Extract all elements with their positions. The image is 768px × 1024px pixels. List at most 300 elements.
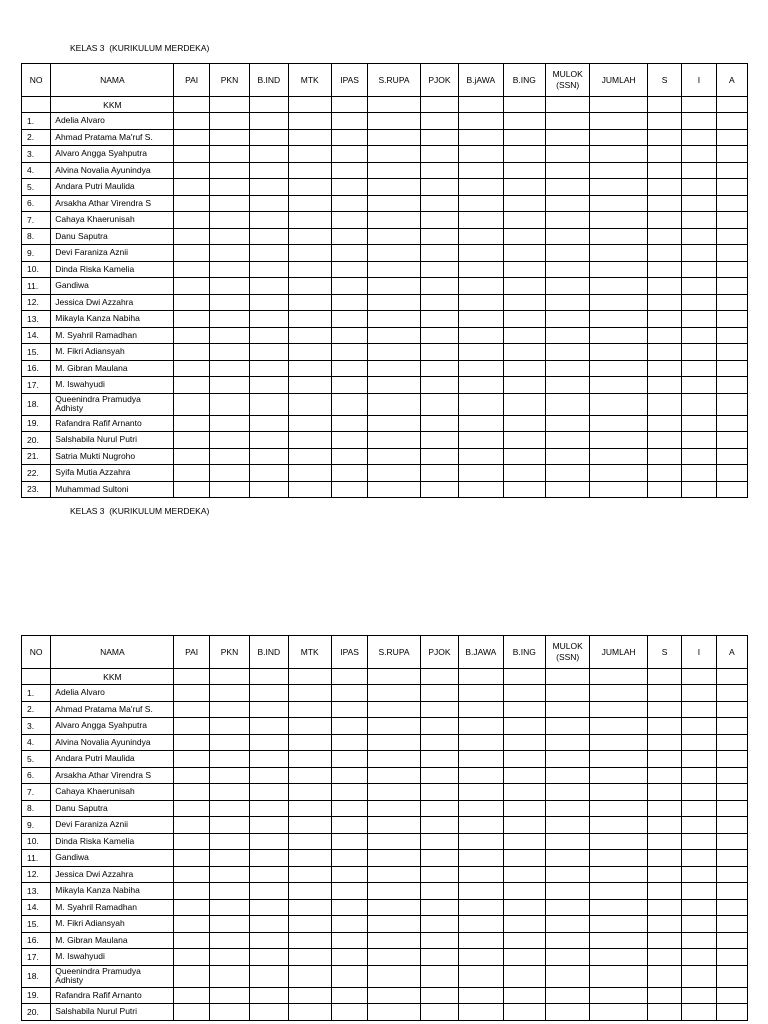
grade-cell — [209, 278, 249, 295]
grade-cell — [545, 481, 589, 498]
student-name-line: Dinda Riska Kamelia — [55, 263, 135, 274]
grade-cell — [459, 245, 503, 262]
student-name-line: Adhisty — [55, 975, 84, 985]
row-number: 5. — [22, 179, 51, 196]
grade-cell — [647, 228, 681, 245]
grade-cell — [288, 817, 331, 834]
grade-cell — [682, 228, 716, 245]
grade-cell — [459, 932, 503, 949]
grade-cell — [420, 245, 458, 262]
grade-cell — [331, 228, 367, 245]
table-cell — [716, 97, 747, 113]
grade-cell — [590, 113, 648, 130]
column-header: S — [647, 64, 681, 97]
column-header: B.IND — [250, 636, 288, 669]
column-header: PAI — [174, 636, 209, 669]
student-name-line: Queenindra Pramudya — [55, 393, 141, 404]
grade-cell — [288, 162, 331, 179]
table-cell — [209, 669, 249, 685]
grade-cell — [250, 932, 288, 949]
grade-cell — [590, 311, 648, 328]
grade-cell — [331, 448, 367, 465]
grade-cell — [545, 278, 589, 295]
grade-cell — [420, 228, 458, 245]
table-row — [22, 360, 748, 377]
grade-cell — [545, 162, 589, 179]
table-row — [22, 311, 748, 328]
grade-cell — [250, 701, 288, 718]
table-cell — [22, 669, 51, 685]
student-name-line: Ahmad Pratama Ma'ruf S. — [55, 131, 153, 142]
grade-cell — [716, 701, 747, 718]
table-row — [22, 393, 748, 415]
row-number: 15. — [22, 344, 51, 361]
grade-cell — [459, 833, 503, 850]
grade-cell — [459, 949, 503, 966]
table-cell — [647, 669, 681, 685]
student-name — [51, 212, 174, 229]
grade-cell — [174, 327, 209, 344]
grade-cell — [250, 833, 288, 850]
grade-cell — [545, 800, 589, 817]
grade-cell — [682, 393, 716, 415]
table-cell — [250, 97, 288, 113]
grade-cell — [288, 784, 331, 801]
grade-cell — [368, 949, 421, 966]
column-header: B.jAWA — [459, 64, 503, 97]
grade-cell — [368, 701, 421, 718]
grade-cell — [288, 360, 331, 377]
grade-cell — [368, 833, 421, 850]
table-row — [22, 751, 748, 768]
grade-cell — [250, 311, 288, 328]
grade-cell — [288, 377, 331, 394]
grade-cell — [368, 866, 421, 883]
grade-cell — [368, 767, 421, 784]
column-header: I — [682, 636, 716, 669]
grade-cell — [288, 899, 331, 916]
grade-cell — [174, 685, 209, 702]
grade-cell — [503, 817, 545, 834]
student-name-line: M. Iswahyudi — [55, 379, 105, 389]
grade-cell — [288, 1004, 331, 1021]
grade-cell — [647, 718, 681, 735]
grade-cell — [420, 817, 458, 834]
grade-cell — [647, 800, 681, 817]
grade-cell — [590, 767, 648, 784]
column-header: I — [682, 64, 716, 97]
grade-cell — [590, 866, 648, 883]
kkm-label: KKM — [51, 669, 174, 685]
grade-cell — [503, 965, 545, 987]
student-name-line: M. Syahril Ramadhan — [55, 901, 138, 912]
student-name — [51, 916, 174, 933]
grade-cell — [250, 393, 288, 415]
grade-cell — [716, 932, 747, 949]
grade-cell — [209, 883, 249, 900]
grade-cell — [420, 212, 458, 229]
grade-cell — [590, 751, 648, 768]
grade-cell — [590, 360, 648, 377]
grade-cell — [682, 987, 716, 1004]
grade-cell — [288, 718, 331, 735]
grade-cell — [716, 113, 747, 130]
grade-cell — [590, 448, 648, 465]
grade-cell — [647, 767, 681, 784]
grade-cell — [209, 245, 249, 262]
grade-cell — [288, 344, 331, 361]
student-name — [51, 245, 174, 262]
table-row — [22, 850, 748, 867]
grade-cell — [545, 817, 589, 834]
grade-cell — [545, 360, 589, 377]
grade-cell — [209, 932, 249, 949]
column-header: NO — [22, 636, 51, 669]
grade-cell — [331, 377, 367, 394]
grade-cell — [368, 850, 421, 867]
grade-cell — [368, 916, 421, 933]
table-cell — [647, 97, 681, 113]
grade-cell — [545, 245, 589, 262]
grade-cell — [590, 278, 648, 295]
grade-cell — [250, 432, 288, 449]
row-number: 11. — [22, 850, 51, 867]
grade-cell — [590, 415, 648, 432]
grade-cell — [368, 932, 421, 949]
kkm-row — [22, 669, 748, 685]
grade-cell — [174, 212, 209, 229]
column-header: MTK — [288, 64, 331, 97]
row-number: 1. — [22, 113, 51, 130]
grade-cell — [174, 294, 209, 311]
grade-cell — [174, 465, 209, 482]
student-name — [51, 800, 174, 817]
grade-cell — [331, 965, 367, 987]
grade-cell — [503, 195, 545, 212]
grade-cell — [250, 245, 288, 262]
table-cell — [331, 97, 367, 113]
grade-cell — [682, 1004, 716, 1021]
grade-cell — [459, 800, 503, 817]
row-number: 12. — [22, 294, 51, 311]
student-name-line: M. Iswahyudi — [55, 951, 105, 961]
grade-cell — [716, 344, 747, 361]
grade-cell — [682, 327, 716, 344]
grade-cell — [716, 311, 747, 328]
grade-cell — [331, 817, 367, 834]
student-name — [51, 1004, 174, 1021]
grade-cell — [503, 465, 545, 482]
grade-cell — [459, 1004, 503, 1021]
grade-cell — [545, 932, 589, 949]
grade-cell — [503, 212, 545, 229]
grade-cell — [174, 146, 209, 163]
grade-cell — [209, 448, 249, 465]
table-row — [22, 278, 748, 295]
grade-cell — [368, 179, 421, 196]
grade-cell — [590, 932, 648, 949]
grade-cell — [420, 393, 458, 415]
grade-cell — [459, 179, 503, 196]
grade-cell — [250, 685, 288, 702]
grade-cell — [331, 899, 367, 916]
grade-cell — [250, 195, 288, 212]
grade-cell — [503, 734, 545, 751]
grade-cell — [368, 129, 421, 146]
table-row — [22, 718, 748, 735]
grade-cell — [647, 415, 681, 432]
grade-cell — [420, 800, 458, 817]
grade-cell — [682, 146, 716, 163]
grade-cell — [716, 129, 747, 146]
grade-cell — [503, 883, 545, 900]
grade-cell — [716, 212, 747, 229]
grade-cell — [174, 377, 209, 394]
grade-cell — [459, 432, 503, 449]
grade-cell — [174, 800, 209, 817]
student-name-line: Muhammad Sultoni — [55, 483, 129, 494]
row-number: 23. — [22, 481, 51, 498]
grade-cell — [368, 899, 421, 916]
grade-cell — [545, 465, 589, 482]
grade-cell — [209, 850, 249, 867]
grade-cell — [716, 965, 747, 987]
grade-cell — [288, 965, 331, 987]
grade-cell — [209, 481, 249, 498]
grade-cell — [174, 448, 209, 465]
grade-cell — [331, 718, 367, 735]
grade-cell — [174, 866, 209, 883]
grade-cell — [459, 701, 503, 718]
grade-cell — [459, 327, 503, 344]
grade-cell — [331, 294, 367, 311]
grade-cell — [288, 311, 331, 328]
grade-cell — [209, 261, 249, 278]
grade-cell — [174, 817, 209, 834]
grade-cell — [209, 866, 249, 883]
grade-cell — [590, 916, 648, 933]
row-number: 3. — [22, 718, 51, 735]
grade-cell — [682, 129, 716, 146]
table-row — [22, 432, 748, 449]
student-name-line: Danu Saputra — [55, 230, 108, 241]
grade-cell — [682, 850, 716, 867]
grade-cell — [420, 129, 458, 146]
grade-cell — [590, 432, 648, 449]
column-header: PKN — [209, 64, 249, 97]
table-row — [22, 327, 748, 344]
student-name-line: Alvaro Angga Syahputra — [55, 720, 147, 730]
grade-cell — [682, 481, 716, 498]
grade-cell — [590, 949, 648, 966]
grade-cell — [250, 850, 288, 867]
grade-table-1 — [21, 63, 748, 498]
grade-cell — [209, 415, 249, 432]
grade-cell — [590, 228, 648, 245]
table-row — [22, 767, 748, 784]
grade-cell — [174, 393, 209, 415]
grade-cell — [647, 833, 681, 850]
grade-cell — [420, 261, 458, 278]
grade-cell — [459, 850, 503, 867]
column-header: MTK — [288, 636, 331, 669]
grade-cell — [331, 261, 367, 278]
table-row — [22, 344, 748, 361]
grade-cell — [459, 899, 503, 916]
grade-cell — [716, 767, 747, 784]
row-number: 8. — [22, 228, 51, 245]
grade-cell — [716, 465, 747, 482]
grade-cell — [250, 162, 288, 179]
grade-cell — [716, 718, 747, 735]
grade-cell — [590, 129, 648, 146]
grade-cell — [288, 113, 331, 130]
row-number: 6. — [22, 195, 51, 212]
column-header: NAMA — [51, 64, 174, 97]
grade-cell — [647, 734, 681, 751]
column-header: NAMA — [51, 636, 174, 669]
table-row — [22, 899, 748, 916]
column-header: NO — [22, 64, 51, 97]
student-name-line: Mikayla Kanza Nabiha — [55, 313, 140, 323]
grade-cell — [368, 800, 421, 817]
grade-cell — [209, 718, 249, 735]
grade-cell — [250, 212, 288, 229]
grade-cell — [288, 195, 331, 212]
student-name-line: Ahmad Pratama Ma'ruf S. — [55, 703, 153, 714]
grade-cell — [590, 327, 648, 344]
student-name — [51, 481, 174, 498]
grade-cell — [590, 195, 648, 212]
grade-cell — [250, 415, 288, 432]
grade-cell — [420, 718, 458, 735]
grade-cell — [716, 377, 747, 394]
grade-cell — [647, 932, 681, 949]
grade-cell — [503, 377, 545, 394]
table-cell — [331, 669, 367, 685]
grade-cell — [288, 228, 331, 245]
grade-cell — [331, 701, 367, 718]
student-name-line: Jessica Dwi Azzahra — [55, 296, 134, 307]
grade-cell — [545, 701, 589, 718]
grade-cell — [331, 734, 367, 751]
grade-cell — [331, 113, 367, 130]
student-name — [51, 767, 174, 784]
grade-cell — [368, 415, 421, 432]
grade-cell — [647, 377, 681, 394]
grade-cell — [503, 278, 545, 295]
grade-cell — [331, 245, 367, 262]
row-number: 18. — [22, 965, 51, 987]
grade-cell — [368, 162, 421, 179]
table-cell — [716, 669, 747, 685]
grade-cell — [209, 228, 249, 245]
student-name — [51, 344, 174, 361]
student-name-line: M. Fikri Adiansyah — [55, 918, 125, 928]
grade-cell — [545, 751, 589, 768]
table-row — [22, 800, 748, 817]
grade-cell — [545, 866, 589, 883]
grade-cell — [459, 718, 503, 735]
grade-cell — [545, 899, 589, 916]
table-cell — [545, 97, 589, 113]
grade-cell — [682, 245, 716, 262]
grade-cell — [647, 817, 681, 834]
grade-cell — [420, 1004, 458, 1021]
grade-cell — [288, 850, 331, 867]
grade-cell — [716, 327, 747, 344]
grade-cell — [250, 718, 288, 735]
grade-cell — [503, 751, 545, 768]
grade-cell — [503, 949, 545, 966]
table-row — [22, 481, 748, 498]
grade-cell — [368, 965, 421, 987]
grade-cell — [420, 833, 458, 850]
grade-cell — [459, 360, 503, 377]
student-name-line: Cahaya Khaerunisah — [55, 214, 135, 224]
grade-cell — [716, 245, 747, 262]
row-number: 2. — [22, 129, 51, 146]
grade-cell — [174, 228, 209, 245]
grade-cell — [545, 850, 589, 867]
grade-cell — [503, 294, 545, 311]
grade-cell — [459, 162, 503, 179]
grade-cell — [331, 932, 367, 949]
column-header: PJOK — [420, 64, 458, 97]
row-number: 14. — [22, 327, 51, 344]
grade-cell — [682, 278, 716, 295]
grade-cell — [250, 1004, 288, 1021]
student-name-line: Cahaya Khaerunisah — [55, 786, 135, 796]
student-name — [51, 415, 174, 432]
grade-cell — [174, 415, 209, 432]
grade-cell — [682, 949, 716, 966]
grade-cell — [250, 899, 288, 916]
grade-cell — [503, 866, 545, 883]
grade-cell — [459, 465, 503, 482]
grade-cell — [368, 195, 421, 212]
grade-cell — [459, 129, 503, 146]
grade-cell — [420, 701, 458, 718]
table-row — [22, 833, 748, 850]
student-name — [51, 751, 174, 768]
grade-cell — [716, 899, 747, 916]
grade-cell — [420, 932, 458, 949]
grade-cell — [590, 685, 648, 702]
grade-cell — [288, 448, 331, 465]
grade-cell — [331, 344, 367, 361]
grade-cell — [459, 377, 503, 394]
grade-cell — [682, 261, 716, 278]
grade-cell — [250, 767, 288, 784]
grade-cell — [647, 850, 681, 867]
grade-cell — [647, 311, 681, 328]
grade-cell — [503, 179, 545, 196]
grade-cell — [545, 294, 589, 311]
grade-cell — [682, 784, 716, 801]
grade-cell — [420, 481, 458, 498]
table-row — [22, 883, 748, 900]
grade-cell — [682, 866, 716, 883]
row-number: 4. — [22, 162, 51, 179]
table-cell — [459, 97, 503, 113]
grade-cell — [288, 327, 331, 344]
table-cell — [288, 97, 331, 113]
grade-cell — [288, 212, 331, 229]
grade-cell — [209, 701, 249, 718]
grade-cell — [545, 949, 589, 966]
grade-cell — [288, 465, 331, 482]
